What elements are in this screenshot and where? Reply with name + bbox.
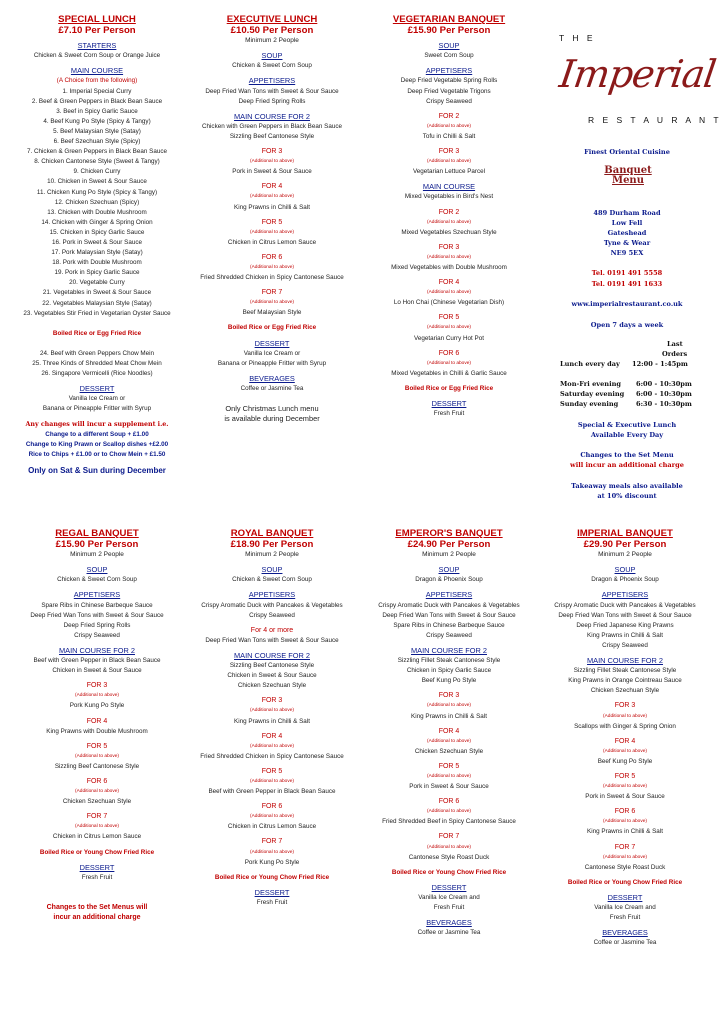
menu-item: 8. Chicken Cantonese Style (Sweet & Tangy) xyxy=(34,158,160,166)
main-item: Chicken in Citrus Lemon Sauce xyxy=(227,823,317,831)
main-item: Chicken with Green Peppers in Black Bean Sauce xyxy=(201,122,342,130)
appetiser-item: Deep Fried Wan Tons with Sweet & Sour Sauce xyxy=(558,611,692,619)
main-item: King Prawns in Chilli & Salt xyxy=(587,828,663,836)
beverage-item: Coffee or Jasmine Tea xyxy=(417,929,481,937)
opening-days: Open 7 days a week xyxy=(590,321,664,329)
menu-item: 24. Beef with Green Peppers Chow Mein xyxy=(39,350,155,357)
starters-heading: STARTERS xyxy=(77,41,117,51)
main-item: King Prawns in Chilli & Salt xyxy=(234,203,310,211)
menu-item: 12. Chicken Szechuan (Spicy) xyxy=(54,198,140,206)
for-heading: FOR 4 xyxy=(438,279,460,287)
changes-note: Changes to the Set Menu xyxy=(580,451,674,459)
main-item: King Prawns with Double Mushroom xyxy=(46,727,148,735)
for-heading: FOR 7 xyxy=(614,843,636,851)
christmas-note: is available during December xyxy=(224,414,320,424)
change-line: Rice to Chips + £1.00 or to Chow Mein + £1.50 xyxy=(28,450,166,458)
for-heading: FOR 7 xyxy=(86,813,108,821)
soup-heading: SOUP xyxy=(614,565,636,575)
rice-choice: Boiled Rice or Egg Fried Rice xyxy=(404,384,494,392)
menu-item: 18. Pork with Double Mushroom xyxy=(52,259,142,267)
telephone: Tel. 0191 491 1633 xyxy=(591,280,663,288)
menu-item: 5. Beef Malaysian Style (Satay) xyxy=(53,127,141,135)
hours-time: 6:00 - 10:30pm xyxy=(636,390,692,398)
main-item: Sizzling Beef Cantonese Style xyxy=(229,662,315,670)
appetisers-heading: APPETISERS xyxy=(248,590,296,600)
main-item: Pork Kung Po Style xyxy=(69,702,125,710)
appetiser-item: Deep Fried Vegetable Trigons xyxy=(407,87,491,95)
for-heading: FOR 3 xyxy=(438,692,460,700)
for-heading: FOR 6 xyxy=(86,777,108,785)
dessert-item: Fresh Fruit xyxy=(609,914,641,922)
appetiser-item: Crispy Aromatic Duck with Pancakes & Vegetables xyxy=(201,601,343,609)
appetiser-item: King Prawns in Chilli & Salt xyxy=(587,631,663,639)
menu-item: 10. Chicken in Sweet & Sour Sauce xyxy=(47,178,147,186)
address-line: Tyne & Wear xyxy=(603,239,651,247)
main-course-heading: MAIN COURSE FOR 2 xyxy=(587,656,663,666)
additional-note: (Additional to above) xyxy=(603,748,647,754)
appetiser-item: Crispy Aromatic Duck with Pancakes & Vegetables xyxy=(378,601,520,609)
for-heading: FOR 3 xyxy=(438,243,460,251)
main-item: Chicken Szechuan Style xyxy=(237,682,307,690)
main-item: Sizzling Beef Cantonese Style xyxy=(54,762,140,770)
banquet-word: Banquet xyxy=(604,165,652,176)
main-item: Chicken in Spicy Garlic Sauce xyxy=(406,667,492,675)
additional-note: (Additional to above) xyxy=(603,819,647,825)
additional-note: (Additional to above) xyxy=(427,290,471,296)
appetiser-item: Tofu in Chilli & Salt xyxy=(422,132,476,140)
dessert-item: Fresh Fruit xyxy=(433,410,465,418)
main-course-note: (A Choice from the following) xyxy=(56,77,138,85)
dessert-heading: DESSERT xyxy=(254,887,290,897)
menu-item: 16. Pork in Sweet & Sour Sauce xyxy=(52,238,142,246)
hours-time: 6:00 - 10:30pm xyxy=(636,380,692,388)
dessert-item: Banana or Pineapple Fritter with Syrup xyxy=(217,359,327,367)
additional-note: (Additional to above) xyxy=(427,325,471,331)
appetisers-heading: APPETISERS xyxy=(425,66,473,76)
for-heading: FOR 4 xyxy=(438,727,460,735)
change-line: Change to King Prawn or Scallop dishes +£2.00 xyxy=(25,440,169,448)
address-line: Gateshead xyxy=(607,229,647,237)
hours-label: Saturday evening xyxy=(560,390,625,398)
for-heading: FOR 6 xyxy=(438,798,460,806)
main-course-heading: MAIN COURSE FOR 2 xyxy=(411,645,487,655)
main-item: Cantonese Style Roast Duck xyxy=(408,853,490,861)
main-item: Chicken in Citrus Lemon Sauce xyxy=(227,238,317,246)
changes-note: Changes to the Set Menus will xyxy=(46,904,148,911)
main-item: Pork in Sweet & Sour Sauce xyxy=(585,793,665,801)
minimum-people: Minimum 2 People xyxy=(245,551,299,559)
for-heading: FOR 4 xyxy=(261,732,283,740)
menu-item: 11. Chicken Kung Po Style (Spicy & Tangy) xyxy=(36,188,158,196)
main-item: Chicken Szechuan Style xyxy=(590,687,660,695)
additional-note: (Additional to above) xyxy=(250,849,294,855)
additional-note: (Additional to above) xyxy=(250,159,294,165)
rice-choice: Boiled Rice or Egg Fried Rice xyxy=(52,329,142,337)
for-heading: FOR 6 xyxy=(261,803,283,811)
regal-banquet-column xyxy=(8,529,186,923)
menu-item: 19. Pork in Spicy Garlic Sauce xyxy=(54,269,140,277)
dessert-heading: DESSERT xyxy=(431,399,467,408)
minimum-people: Minimum 2 People xyxy=(245,37,299,45)
beverage-item: Coffee or Jasmine Tea xyxy=(240,384,304,392)
main-item: Chicken in Sweet & Sour Sauce xyxy=(52,667,142,675)
soup-item: Chicken & Sweet Corn Soup xyxy=(232,576,312,584)
main-item: Vegetarian Curry Hot Pot xyxy=(413,334,484,342)
for-heading: FOR 4 xyxy=(86,717,108,725)
special-lunch-column xyxy=(8,15,186,477)
main-course-heading: MAIN COURSE FOR 2 xyxy=(59,645,135,655)
emperors-banquet-column xyxy=(360,529,538,938)
starters-item: Chicken & Sweet Corn Soup or Orange Juice xyxy=(33,52,161,60)
special-lunch-note: Special & Executive Lunch xyxy=(577,421,677,429)
dessert-heading: DESSERT xyxy=(79,862,115,872)
additional-note: (Additional to above) xyxy=(250,814,294,820)
additional-note: (Additional to above) xyxy=(75,824,119,830)
additional-note: (Additional to above) xyxy=(427,809,471,815)
main-item: Lo Hon Chai (Chinese Vegetarian Dish) xyxy=(393,299,505,307)
additional-note: (Additional to above) xyxy=(250,194,294,200)
imperial-banquet-column xyxy=(536,529,714,948)
soup-heading: SOUP xyxy=(438,41,460,51)
main-item: Cantonese Style Roast Duck xyxy=(584,863,666,871)
menu-item: 15. Chicken in Spicy Garlic Sauce xyxy=(49,228,145,236)
appetiser-item: Spare Ribs in Chinese Barbeque Sauce xyxy=(393,621,505,629)
address-line: 489 Durham Road xyxy=(593,209,661,217)
menu-item: 4. Beef Kung Po Style (Spicy & Tangy) xyxy=(43,117,151,125)
additional-note: (Additional to above) xyxy=(427,123,471,129)
dessert-item: Fresh Fruit xyxy=(433,904,465,911)
address-line: Low Fell xyxy=(611,219,643,227)
soup-item: Dragon & Phoenix Soup xyxy=(415,576,483,584)
rice-choice: Boiled Rice or Young Chow Fried Rice xyxy=(567,878,683,886)
appetiser-item: Deep Fried Japanese King Prawns xyxy=(576,621,674,629)
dessert-item: Vanilla Ice Cream and xyxy=(594,904,656,911)
main-item: King Prawns in Chilli & Salt xyxy=(234,717,310,725)
vegetarian-banquet-column xyxy=(360,15,538,419)
additional-note: (Additional to above) xyxy=(250,229,294,235)
soup-item: Dragon & Phoenix Soup xyxy=(591,576,659,584)
appetiser-item: Crispy Seaweed xyxy=(249,611,295,619)
for-heading: FOR 6 xyxy=(614,808,636,816)
appetisers-heading: APPETISERS xyxy=(601,590,649,600)
imperial-banquet-price: £29.90 Per Person xyxy=(583,538,667,550)
main-item: Pork Kung Po Style xyxy=(244,858,300,866)
appetiser-item: Deep Fried Spring Rolls xyxy=(63,621,131,629)
menu-item: 6. Beef Szechuan Style (Spicy) xyxy=(53,138,141,146)
menu-item: 22. Vegetables Malaysian Style (Satay) xyxy=(42,299,152,307)
banquet-menu-heading xyxy=(583,166,673,186)
main-item: Fried Shredded Beef in Spicy Cantonese Sauce xyxy=(382,818,516,826)
menu-item: 17. Pork Malaysian Style (Satay) xyxy=(51,249,143,257)
soup-heading: SOUP xyxy=(261,565,283,575)
appetiser-item: Deep Fried Wan Tons with Sweet & Sour Sauce xyxy=(205,87,339,95)
main-item: Chicken Szechuan Style xyxy=(414,747,484,755)
menu-item: 26. Singapore Vermicelli (Rice Noodles) xyxy=(41,370,153,378)
for-heading: FOR 3 xyxy=(86,682,108,690)
additional-note: (Additional to above) xyxy=(250,264,294,270)
appetiser-item: Vegetarian Lettuce Parcel xyxy=(412,168,486,176)
additional-note: (Additional to above) xyxy=(427,254,471,260)
main-item: King Prawns in Chilli & Salt xyxy=(411,712,487,720)
last-label: Last xyxy=(667,340,683,348)
appetiser-item: Deep Fried Vegetable Spring Rolls xyxy=(400,77,498,85)
special-lunch-price: £7.10 Per Person xyxy=(58,24,136,36)
dessert-item: Fresh Fruit xyxy=(81,873,113,881)
main-item: Fried Shredded Chicken in Spicy Cantonese Sauce xyxy=(200,752,344,760)
additional-note: (Additional to above) xyxy=(75,753,119,759)
dessert-heading: DESSERT xyxy=(254,338,290,348)
for-heading: FOR 7 xyxy=(261,838,283,846)
for-heading: FOR 6 xyxy=(261,253,283,261)
december-note: Only on Sat & Sun during December xyxy=(28,465,166,475)
imperial-banquet-title: IMPERIAL BANQUET xyxy=(577,528,673,539)
orders-label: Orders xyxy=(662,350,688,358)
beverages-heading: BEVERAGES xyxy=(426,918,472,928)
rice-choice: Boiled Rice or Egg Fried Rice xyxy=(227,324,317,332)
hours-time: 12:00 - 1:45pm xyxy=(632,360,688,368)
dessert-item: Vanilla Ice Cream or xyxy=(243,349,301,357)
main-item: Scallops with Ginger & Spring Onion xyxy=(574,722,676,730)
appetisers-heading: APPETISERS xyxy=(73,590,121,600)
address-line: NE9 5EX xyxy=(610,249,644,257)
menu-item: 1. Imperial Special Curry xyxy=(62,87,132,95)
hours-label: Mon-Fri evening xyxy=(560,380,621,388)
main-item: Chicken in Sweet & Sour Sauce xyxy=(227,672,317,680)
special-lunch-title: SPECIAL LUNCH xyxy=(58,14,136,25)
additional-note: (Additional to above) xyxy=(427,773,471,779)
for-heading: FOR 5 xyxy=(86,742,108,750)
vegetarian-banquet-price: £15.90 Per Person xyxy=(407,24,491,36)
main-item: Sizzling Beef Cantonese Style xyxy=(229,132,315,140)
main-item: Beef Malaysian Style xyxy=(242,309,302,317)
royal-banquet-title: ROYAL BANQUET xyxy=(230,528,314,539)
dessert-heading: DESSERT xyxy=(79,384,115,394)
minimum-people: Minimum 2 People xyxy=(598,551,652,559)
additional-note: (Additional to above) xyxy=(75,693,119,699)
menu-item: 2. Beef & Green Peppers in Black Bean Sauce xyxy=(31,97,163,105)
soup-heading: SOUP xyxy=(86,565,108,575)
appetiser-item: Deep Fried Wan Tons with Sweet & Sour Sauce xyxy=(30,611,164,619)
for-heading: FOR 4 xyxy=(614,737,636,745)
special-lunch-noodle-items xyxy=(8,349,186,379)
menu-item: 20. Vegetable Curry xyxy=(69,279,125,287)
dessert-item: Vanilla Ice Cream or xyxy=(68,395,126,403)
for-heading: FOR 3 xyxy=(261,148,283,156)
additional-note: (Additional to above) xyxy=(603,854,647,860)
royal-banquet-price: £18.90 Per Person xyxy=(230,538,314,550)
emperors-banquet-price: £24.90 Per Person xyxy=(407,538,491,550)
appetisers-heading: APPETISERS xyxy=(425,590,473,600)
appetiser-item: Crispy Seaweed xyxy=(74,631,120,639)
menu-item: 21. Vegetables in Sweet & Sour Sauce xyxy=(42,289,152,297)
main-item: Beef with Green Pepper in Black Bean Sauce xyxy=(33,657,161,665)
additional-note: (Additional to above) xyxy=(427,844,471,850)
website-link[interactable]: www.imperialrestaurant.co.uk xyxy=(571,300,683,308)
main-item: Sizzling Fillet Steak Cantonese Style xyxy=(397,657,501,665)
additional-note: (Additional to above) xyxy=(427,703,471,709)
additional-note: (Additional to above) xyxy=(250,708,294,714)
additional-note: (Additional to above) xyxy=(603,713,647,719)
for-heading: FOR 3 xyxy=(261,697,283,705)
main-item: Beef Kung Po Style xyxy=(597,757,653,765)
menu-item: 7. Chicken & Green Peppers in Black Bean Sauce xyxy=(26,148,167,156)
hours-label: Lunch every day xyxy=(560,360,620,368)
additional-note: (Additional to above) xyxy=(603,784,647,790)
for-heading: FOR 6 xyxy=(438,349,460,357)
for-heading: FOR 5 xyxy=(438,762,460,770)
main-item: Fried Shredded Chicken in Spicy Cantonese Sauce xyxy=(200,274,344,282)
menu-word: Menu xyxy=(612,175,644,186)
menu-item: 3. Beef in Spicy Garlic Sauce xyxy=(56,107,138,115)
appetiser-item: Crispy Seaweed xyxy=(426,631,472,639)
dessert-item: Banana or Pineapple Fritter with Syrup xyxy=(42,405,152,413)
telephone: Tel. 0191 491 5558 xyxy=(591,269,663,277)
appetisers-heading: APPETISERS xyxy=(248,76,296,86)
dessert-heading: DESSERT xyxy=(607,892,643,902)
main-item: King Prawns in Orange Cointreau Sauce xyxy=(568,677,682,685)
appetiser-item: Crispy Aromatic Duck with Pancakes & Vegetables xyxy=(554,601,696,609)
for-heading: FOR 5 xyxy=(261,218,283,226)
beverage-item: Coffee or Jasmine Tea xyxy=(593,939,657,947)
regal-banquet-title: REGAL BANQUET xyxy=(55,528,139,539)
vegetarian-banquet-title: VEGETARIAN BANQUET xyxy=(392,14,506,25)
main-item: Mixed Vegetables Szechuan Style xyxy=(401,228,497,236)
special-lunch-items xyxy=(8,87,186,319)
royal-banquet-column xyxy=(183,529,361,908)
for-heading: FOR 3 xyxy=(438,148,460,156)
soup-heading: SOUP xyxy=(261,51,283,61)
main-item: Beef Kung Po Style xyxy=(421,677,477,685)
beverages-heading: BEVERAGES xyxy=(249,373,295,383)
additional-note: (Additional to above) xyxy=(427,159,471,165)
for-heading: FOR 5 xyxy=(261,767,283,775)
regal-banquet-price: £15.90 Per Person xyxy=(55,538,139,550)
restaurant-logo: Imperial xyxy=(556,52,719,96)
logo-restaurant: R E S T A U R A N T xyxy=(588,115,722,125)
for-heading: FOR 2 xyxy=(438,112,460,120)
executive-lunch-column xyxy=(183,15,361,424)
soup-item: Chicken & Sweet Corn Soup xyxy=(232,62,312,70)
hours-time: 6:30 - 10:30pm xyxy=(636,400,692,408)
soup-heading: SOUP xyxy=(438,565,460,575)
appetiser-item: Spare Ribs in Chinese Barbeque Sauce xyxy=(41,601,153,609)
minimum-people: Minimum 2 People xyxy=(422,551,476,559)
main-item: Pork in Sweet & Sour Sauce xyxy=(409,783,489,791)
for-heading: For 4 or more xyxy=(250,626,294,634)
for-heading: FOR 7 xyxy=(438,833,460,841)
takeaway-note: at 10% discount xyxy=(597,492,657,500)
executive-lunch-price: £10.50 Per Person xyxy=(230,24,314,36)
dessert-item: Vanilla Ice Cream and xyxy=(418,893,480,901)
main-item: Mixed Vegetables in Bird's Nest xyxy=(404,193,494,201)
change-line: Change to a different Soup + £1.00 xyxy=(45,430,149,438)
main-course-heading: MAIN COURSE xyxy=(70,66,124,76)
rice-choice: Boiled Rice or Young Chow Fried Rice xyxy=(39,848,155,856)
changes-note: will incur an additional charge xyxy=(570,461,684,469)
changes-heading: Any changes will incur a supplement i.e. xyxy=(25,420,169,428)
menu-item: 14. Chicken with Ginger & Spring Onion xyxy=(41,218,153,226)
main-item: Mixed Vegetables in Chilli & Garlic Sauce xyxy=(391,369,507,377)
menu-item: 9. Chicken Curry xyxy=(73,168,121,176)
minimum-people: Minimum 2 People xyxy=(70,551,124,559)
menu-item: 23. Vegetables Stir Fried in Vegetarian Oyster Sauce xyxy=(23,309,171,317)
soup-item: Chicken & Sweet Corn Soup xyxy=(57,576,137,584)
additional-note: (Additional to above) xyxy=(75,789,119,795)
appetiser-item: Crispy Seaweed xyxy=(602,641,648,649)
additional-note: (Additional to above) xyxy=(250,300,294,306)
menu-item: 13. Chicken with Double Mushroom xyxy=(47,208,147,216)
main-course-heading: MAIN COURSE FOR 2 xyxy=(234,650,310,660)
appetiser-item: Deep Fried Wan Tons with Sweet & Sour Sauce xyxy=(205,636,339,644)
dessert-item: Fresh Fruit xyxy=(256,898,288,906)
appetiser-item: Deep Fried Spring Rolls xyxy=(238,97,306,105)
for-heading: FOR 7 xyxy=(261,289,283,297)
additional-note: (Additional to above) xyxy=(250,778,294,784)
main-item: Sizzling Fillet Steak Cantonese Style xyxy=(573,667,677,675)
logo-the: T H E xyxy=(559,33,596,43)
takeaway-note: Takeaway meals also available xyxy=(571,482,683,490)
main-course-heading: MAIN COURSE xyxy=(422,182,476,192)
additional-note: (Additional to above) xyxy=(250,743,294,749)
beverages-heading: BEVERAGES xyxy=(602,928,648,938)
soup-item: Sweet Corn Soup xyxy=(424,52,474,60)
for-heading: FOR 5 xyxy=(438,314,460,322)
for-heading: FOR 2 xyxy=(438,208,460,216)
main-item: Chicken in Citrus Lemon Sauce xyxy=(52,833,142,841)
additional-note: (Additional to above) xyxy=(427,738,471,744)
main-course-heading: MAIN COURSE FOR 2 xyxy=(234,111,310,121)
main-item: Chicken Szechuan Style xyxy=(62,798,132,806)
hours-label: Sunday evening xyxy=(560,400,619,408)
emperors-banquet-title: EMPEROR'S BANQUET xyxy=(395,528,503,539)
appetiser-item: Deep Fried Wan Tons with Sweet & Sour Sauce xyxy=(382,611,516,619)
special-lunch-note: Available Every Day xyxy=(590,431,664,439)
main-item: Pork in Sweet & Sour Sauce xyxy=(232,168,312,176)
christmas-note: Only Christmas Lunch menu xyxy=(225,404,319,414)
main-item: Mixed Vegetables with Double Mushroom xyxy=(391,263,507,271)
executive-lunch-title: EXECUTIVE LUNCH xyxy=(226,14,318,25)
for-heading: FOR 5 xyxy=(614,772,636,780)
changes-note: incur an additional charge xyxy=(53,914,141,922)
for-heading: FOR 4 xyxy=(261,183,283,191)
appetiser-item: Crispy Seaweed xyxy=(426,97,472,105)
additional-note: (Additional to above) xyxy=(427,219,471,225)
rice-choice: Boiled Rice or Young Chow Fried Rice xyxy=(391,868,507,876)
menu-item: 25. Three Kinds of Shredded Meat Chow Mein xyxy=(32,360,162,368)
dessert-heading: DESSERT xyxy=(431,882,467,892)
additional-note: (Additional to above) xyxy=(427,360,471,366)
tagline: Finest Oriental Cuisine xyxy=(584,148,670,156)
main-item: Beef with Green Pepper in Black Bean Sauce xyxy=(208,788,336,796)
for-heading: FOR 3 xyxy=(614,702,636,710)
rice-choice: Boiled Rice or Young Chow Fried Rice xyxy=(214,873,330,881)
